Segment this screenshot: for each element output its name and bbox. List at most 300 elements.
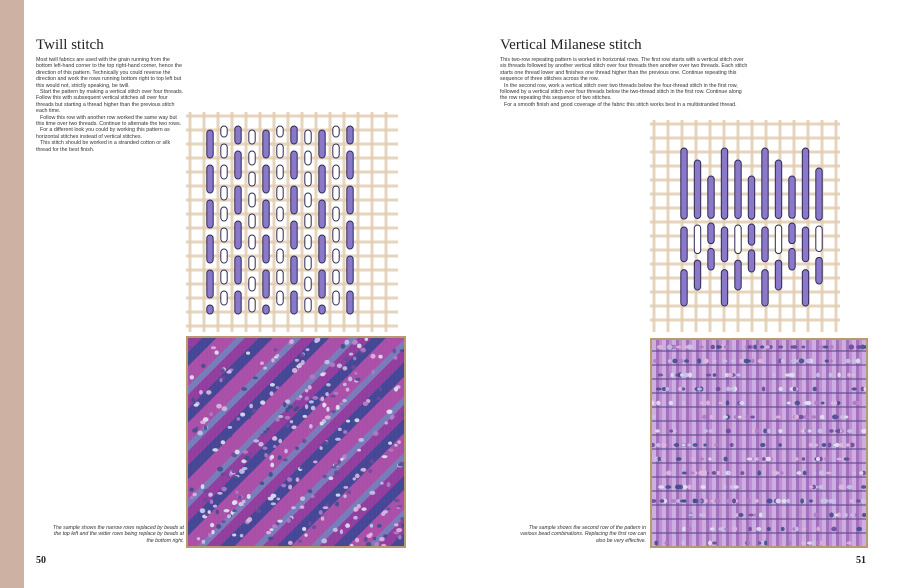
bead [760,345,764,348]
bead [214,350,218,354]
bead [716,387,721,391]
bead [343,356,349,361]
stitch [333,270,339,284]
bead [247,494,251,499]
stitch [762,148,768,219]
bead [658,374,664,377]
canvas-thread [650,137,840,140]
canvas-thread [650,291,840,294]
canvas-thread [650,263,840,266]
bead [833,443,838,446]
stitch [207,165,213,193]
stitch [305,151,311,165]
body-text [500,57,750,108]
stitch [235,291,241,314]
stitch [277,291,283,305]
stitch [802,270,808,306]
stitch [802,227,808,262]
bead [244,456,250,461]
bead [209,412,213,416]
bead [837,373,840,378]
bead [652,443,655,447]
bead [674,443,679,447]
bead [323,506,329,509]
bead [688,345,694,348]
bead [676,346,681,349]
bead [658,485,664,488]
bead [820,415,825,419]
bead [747,345,752,349]
bead [689,513,694,516]
bead [786,499,790,504]
bead [188,346,193,349]
bead [343,383,347,386]
bead [320,422,324,426]
stitch [347,291,353,314]
stitch [277,186,283,200]
bead [794,415,799,420]
bead [312,525,317,529]
bead [667,344,673,349]
bead [197,431,203,436]
bead [751,359,754,364]
bead [266,427,270,430]
stitch [748,224,754,245]
bead [322,475,326,478]
bead [337,364,342,368]
bead [387,482,391,487]
bead [814,401,819,406]
bead [778,443,782,447]
bead [313,461,317,464]
stitch [319,305,325,314]
stitch [305,193,311,207]
bead [815,541,820,545]
bead [348,376,352,381]
bead [809,485,813,488]
bead [357,352,361,355]
stitch [694,225,700,254]
bead [221,473,225,476]
bead [830,359,833,363]
bead [336,494,341,497]
bead [268,497,274,501]
bead [835,430,839,433]
bead [212,448,218,451]
bead [736,373,740,376]
bead [762,387,765,392]
stitch [263,270,269,298]
bead [714,499,720,504]
bead [834,514,837,517]
stitch [207,200,213,228]
bead [760,443,765,447]
bead [231,469,236,473]
bead [273,445,276,448]
stitch [249,214,255,228]
stitch [291,256,297,284]
bead [330,395,335,398]
bead [837,458,842,461]
bead [298,411,303,414]
bead [353,516,357,520]
bead [390,414,395,419]
bead [288,485,292,490]
bead [778,429,782,433]
bead [727,373,733,377]
bead [397,440,401,443]
bead [791,359,797,364]
bead [748,527,751,531]
stitch [762,227,768,262]
bead [665,387,669,391]
bead [326,407,329,412]
stitch [263,165,269,193]
stitch [694,260,700,290]
bead [369,533,373,537]
bead [717,471,720,475]
milanese-stitch-diagram [650,120,840,332]
bead [205,513,209,517]
bead [339,402,343,405]
bead [816,527,819,532]
bead [844,416,848,419]
bead [682,527,686,531]
bead [750,415,754,418]
bead [666,470,672,475]
bead [381,544,386,546]
stitch [735,260,741,290]
bead [358,471,364,474]
bead [227,514,231,518]
stitch [221,186,227,200]
stitch [305,235,311,249]
bead [746,541,750,545]
bead [370,459,375,464]
bead [288,541,293,545]
bead [306,348,310,351]
bead [331,466,336,469]
bead [852,401,857,405]
bead [249,453,253,456]
stitch [249,256,255,270]
canvas-thread [650,179,840,182]
bead [748,514,753,517]
bead [792,345,797,349]
bead [816,457,820,461]
bead [821,499,824,503]
stitch [291,221,297,249]
bead [291,506,296,509]
bead [824,457,828,462]
bead [222,406,228,411]
bead [311,495,315,498]
bead [678,359,684,364]
bead [709,429,714,433]
bead [829,345,833,349]
bead [687,527,691,531]
bead [341,344,346,349]
bead [292,425,297,428]
stitch [291,291,297,314]
bead [852,387,857,390]
bead [758,359,764,363]
bead [657,345,663,349]
bead [363,402,368,406]
bead [682,443,686,446]
bead [287,518,291,523]
bead [302,527,306,531]
bead [224,509,230,512]
bead [767,499,773,504]
bead [811,415,816,419]
bead [850,499,854,503]
bead [738,416,742,419]
bead [861,485,866,489]
bead [725,499,731,504]
bead [818,429,823,434]
bead [681,541,684,546]
stitch [347,126,353,144]
bead [292,368,298,373]
stitch [775,160,781,219]
stitch [681,227,687,262]
bead [233,476,238,480]
bead [393,348,396,353]
bead [394,444,397,447]
stitch [333,207,339,221]
bead [802,457,805,460]
bead [703,429,708,433]
bead [700,471,705,476]
bead [699,345,704,348]
stitch [291,186,297,214]
bead [860,345,866,350]
stitch [816,257,822,284]
bead [228,426,233,429]
stitch [333,228,339,242]
bead [290,420,294,423]
bead [197,537,200,540]
bead [785,373,791,376]
stitch [816,168,822,220]
right-page [460,0,900,588]
bead [394,523,398,526]
bead-texture [652,340,866,546]
bead [192,428,197,432]
bead [712,541,717,544]
bead [343,494,346,498]
bead [227,434,233,438]
bead [352,341,358,346]
stitch [249,193,255,207]
stitch [207,235,213,263]
stitch [249,172,255,186]
stitch [221,126,227,137]
stitch [263,235,269,263]
bead [201,364,206,368]
bead [221,487,227,492]
bead [253,376,258,379]
bead [310,374,316,379]
bead [723,415,728,419]
bead [237,417,241,421]
bead [338,428,342,431]
bead [250,467,254,471]
bead [670,499,676,503]
bead [767,429,771,434]
bead [673,345,677,350]
stitch [305,256,311,270]
twill-stitch-diagram [186,112,398,332]
bead [262,447,267,450]
bead [273,525,277,528]
stitch [802,148,808,219]
stitch [748,176,754,219]
bead [665,485,671,489]
bead [739,401,744,405]
bead [795,527,799,532]
bead [800,498,804,503]
bead [795,457,799,460]
canvas-thread [650,235,840,238]
stitch [221,165,227,179]
bead [333,528,338,532]
bead [853,472,856,475]
bead [398,535,402,539]
bead [656,388,662,391]
bead [747,457,753,460]
bead [712,471,717,475]
bead [190,496,194,499]
bead [217,467,223,472]
bead [295,446,299,450]
stitch [277,249,283,263]
bead [325,446,331,451]
bead [776,499,781,504]
bead [311,406,316,411]
bead [308,489,313,493]
bead [235,490,238,493]
bead [256,509,262,514]
bead [669,401,673,405]
bead [802,527,807,530]
bead [688,485,692,490]
stitch [305,298,311,312]
bead [217,492,222,495]
canvas-thread [650,221,840,224]
stitch [681,270,687,306]
bead [691,471,695,474]
stitch [789,176,795,218]
canvas-thread [186,115,398,118]
bead [823,345,828,348]
bead [258,442,263,447]
bead [401,523,404,528]
bead [201,484,205,489]
bead [355,538,359,543]
bead [206,390,211,395]
bead [803,471,807,476]
bead [354,418,359,422]
bead [213,505,217,508]
bead [697,388,702,391]
bead [681,500,685,503]
bead [216,404,222,409]
bead [385,421,388,424]
stitch [277,126,283,137]
bead [276,386,280,389]
paragraph: For a smooth finish and good coverage of the fabric this stitch works best in a multistranded thread. [504,101,737,108]
bead [285,416,290,420]
bead [839,485,844,490]
bead [811,541,816,546]
bead [217,500,220,505]
bead [221,520,225,523]
bead [223,495,227,499]
bead [702,513,706,517]
bead [321,516,324,520]
bead [670,373,673,378]
stitch [207,305,213,314]
bead [801,345,805,348]
bead [682,485,687,489]
bead [754,457,757,460]
bead [781,359,785,363]
bead [340,458,343,461]
bead [656,401,660,405]
bead [274,348,277,351]
bead [304,533,307,536]
bead [353,477,356,480]
bead [191,398,195,403]
bead [276,497,280,500]
bead [826,472,832,475]
stitch [333,126,339,137]
bead [305,404,308,409]
bead [856,359,861,364]
stitch [263,200,269,228]
bead [365,338,368,341]
bead [346,388,350,392]
bead [739,359,744,363]
bead [757,471,761,476]
canvas-thread [650,249,840,252]
bead [652,415,656,419]
page-number: 51 [856,555,866,566]
stitch [789,223,795,244]
bead [343,454,348,458]
bead [247,517,252,522]
bead [828,443,832,448]
bead [369,491,375,495]
bead [296,477,300,482]
stitch [263,305,269,314]
canvas-thread [650,277,840,280]
stitch [249,151,255,165]
bead [309,424,313,429]
bead [189,487,193,491]
stitch [708,176,714,218]
bead [335,502,339,507]
stitch [775,260,781,290]
book-spine [0,0,24,588]
bead [334,470,339,475]
bead [668,359,672,363]
bead [714,444,718,447]
stitch [221,270,227,284]
bead [708,457,711,460]
